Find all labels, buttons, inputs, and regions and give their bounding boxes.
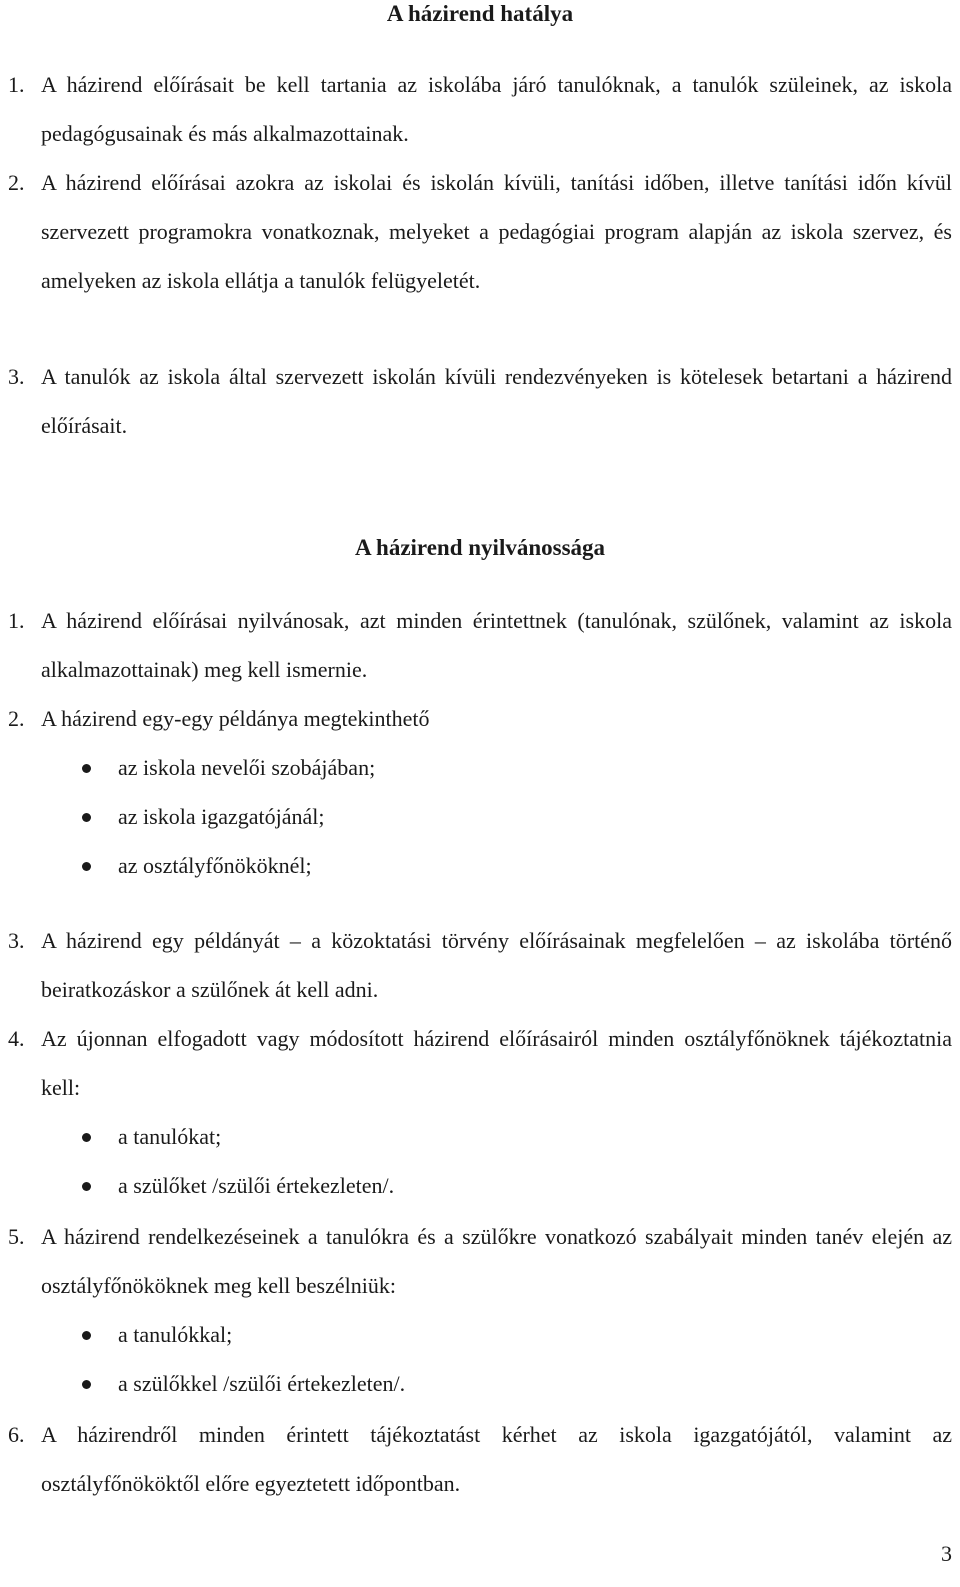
item-text: A házirend előírásai azokra az iskolai és iskolán kívüli, tanítási időben, illetve tanítási időn kívül szervezett programokra vonatkoznak, melyeket a pedagógiai program alapján az iskola szervez, és amelyeken az iskola ellátja a tanulók felügyeletét. bbox=[41, 170, 952, 293]
section-title-nyilvanossaga: A házirend nyilvánossága bbox=[354, 535, 606, 560]
bullet-list-discuss-with bbox=[80, 1310, 405, 1408]
bullet-icon bbox=[82, 813, 91, 822]
list-item-nyilvanossag-2 bbox=[8, 694, 952, 743]
item-number: 6. bbox=[8, 1422, 25, 1447]
bullet-text: az osztályfőnököknél; bbox=[118, 853, 312, 878]
bullet-item bbox=[80, 841, 375, 890]
item-number: 2. bbox=[8, 706, 25, 731]
bullet-icon bbox=[82, 764, 91, 773]
item-number: 1. bbox=[8, 608, 25, 633]
bullet-item bbox=[80, 1310, 405, 1359]
bullet-text: a szülőket /szülői értekezleten/. bbox=[118, 1173, 395, 1198]
item-number: 4. bbox=[8, 1026, 25, 1051]
bullet-text: az iskola nevelői szobájában; bbox=[118, 755, 376, 780]
bullet-text: a tanulókkal; bbox=[118, 1322, 233, 1347]
list-item-hatalya-3 bbox=[8, 352, 952, 450]
page-number: 3 bbox=[941, 1541, 952, 1566]
item-number: 3. bbox=[8, 928, 25, 953]
item-text: A házirend előírásai nyilvánosak, azt minden érintettnek (tanulónak, szülőnek, valamint az iskola alkalmazottainak) meg kell ismernie. bbox=[41, 608, 952, 682]
item-number: 2. bbox=[8, 170, 25, 195]
bullet-list-inform-targets bbox=[80, 1112, 394, 1210]
bullet-icon bbox=[82, 1182, 91, 1191]
list-item-nyilvanossag-3 bbox=[8, 916, 952, 1014]
list-item-nyilvanossag-4 bbox=[8, 1014, 952, 1112]
item-number: 5. bbox=[8, 1224, 25, 1249]
item-text: A házirend előírásait be kell tartania az iskolába járó tanulóknak, a tanulók szüleinek, az iskola pedagógusainak és más alkalmazottainak. bbox=[41, 72, 952, 146]
item-text: A házirendről minden érintett tájékoztatást kérhet az iskola igazgatójától, valamint az osztályfőnököktől előre egyeztetett időpontban. bbox=[41, 1422, 952, 1496]
section-title-hatalya: A házirend hatálya bbox=[386, 1, 574, 26]
list-item-nyilvanossag-6 bbox=[8, 1410, 952, 1508]
bullet-text: a tanulókat; bbox=[118, 1124, 222, 1149]
bullet-item bbox=[80, 792, 375, 841]
list-item-nyilvanossag-5 bbox=[8, 1212, 952, 1310]
item-text: Az újonnan elfogadott vagy módosított házirend előírásairól minden osztályfőnöknek tájékoztatnia kell: bbox=[41, 1026, 952, 1100]
list-item-nyilvanossag-1 bbox=[8, 596, 952, 694]
item-text: A tanulók az iskola által szervezett iskolán kívüli rendezvényeken is kötelesek betartani a házirend előírásait. bbox=[41, 364, 952, 438]
item-text: A házirend rendelkezéseinek a tanulókra és a szülőkre vonatkozó szabályait minden tanév elején az osztályfőnököknek meg kell beszélniük: bbox=[41, 1224, 952, 1298]
bullet-text: a szülőkkel /szülői értekezleten/. bbox=[118, 1371, 406, 1396]
bullet-item bbox=[80, 743, 375, 792]
bullet-icon bbox=[82, 1380, 91, 1389]
bullet-icon bbox=[82, 1133, 91, 1142]
bullet-item bbox=[80, 1161, 394, 1210]
bullet-item bbox=[80, 1112, 394, 1161]
item-text: A házirend egy-egy példánya megtekinthető bbox=[41, 706, 430, 731]
bullet-list-locations bbox=[80, 743, 375, 890]
item-text: A házirend egy példányát – a közoktatási törvény előírásainak megfelelően – az iskolába történő beiratkozáskor a szülőnek át kell adni. bbox=[41, 928, 952, 1002]
item-number: 1. bbox=[8, 72, 25, 97]
bullet-text: az iskola igazgatójánál; bbox=[118, 804, 325, 829]
list-item-hatalya-2 bbox=[8, 158, 952, 305]
bullet-item bbox=[80, 1359, 405, 1408]
bullet-icon bbox=[82, 862, 91, 871]
item-number: 3. bbox=[8, 364, 25, 389]
list-item-hatalya-1 bbox=[8, 60, 952, 158]
bullet-icon bbox=[82, 1331, 91, 1340]
